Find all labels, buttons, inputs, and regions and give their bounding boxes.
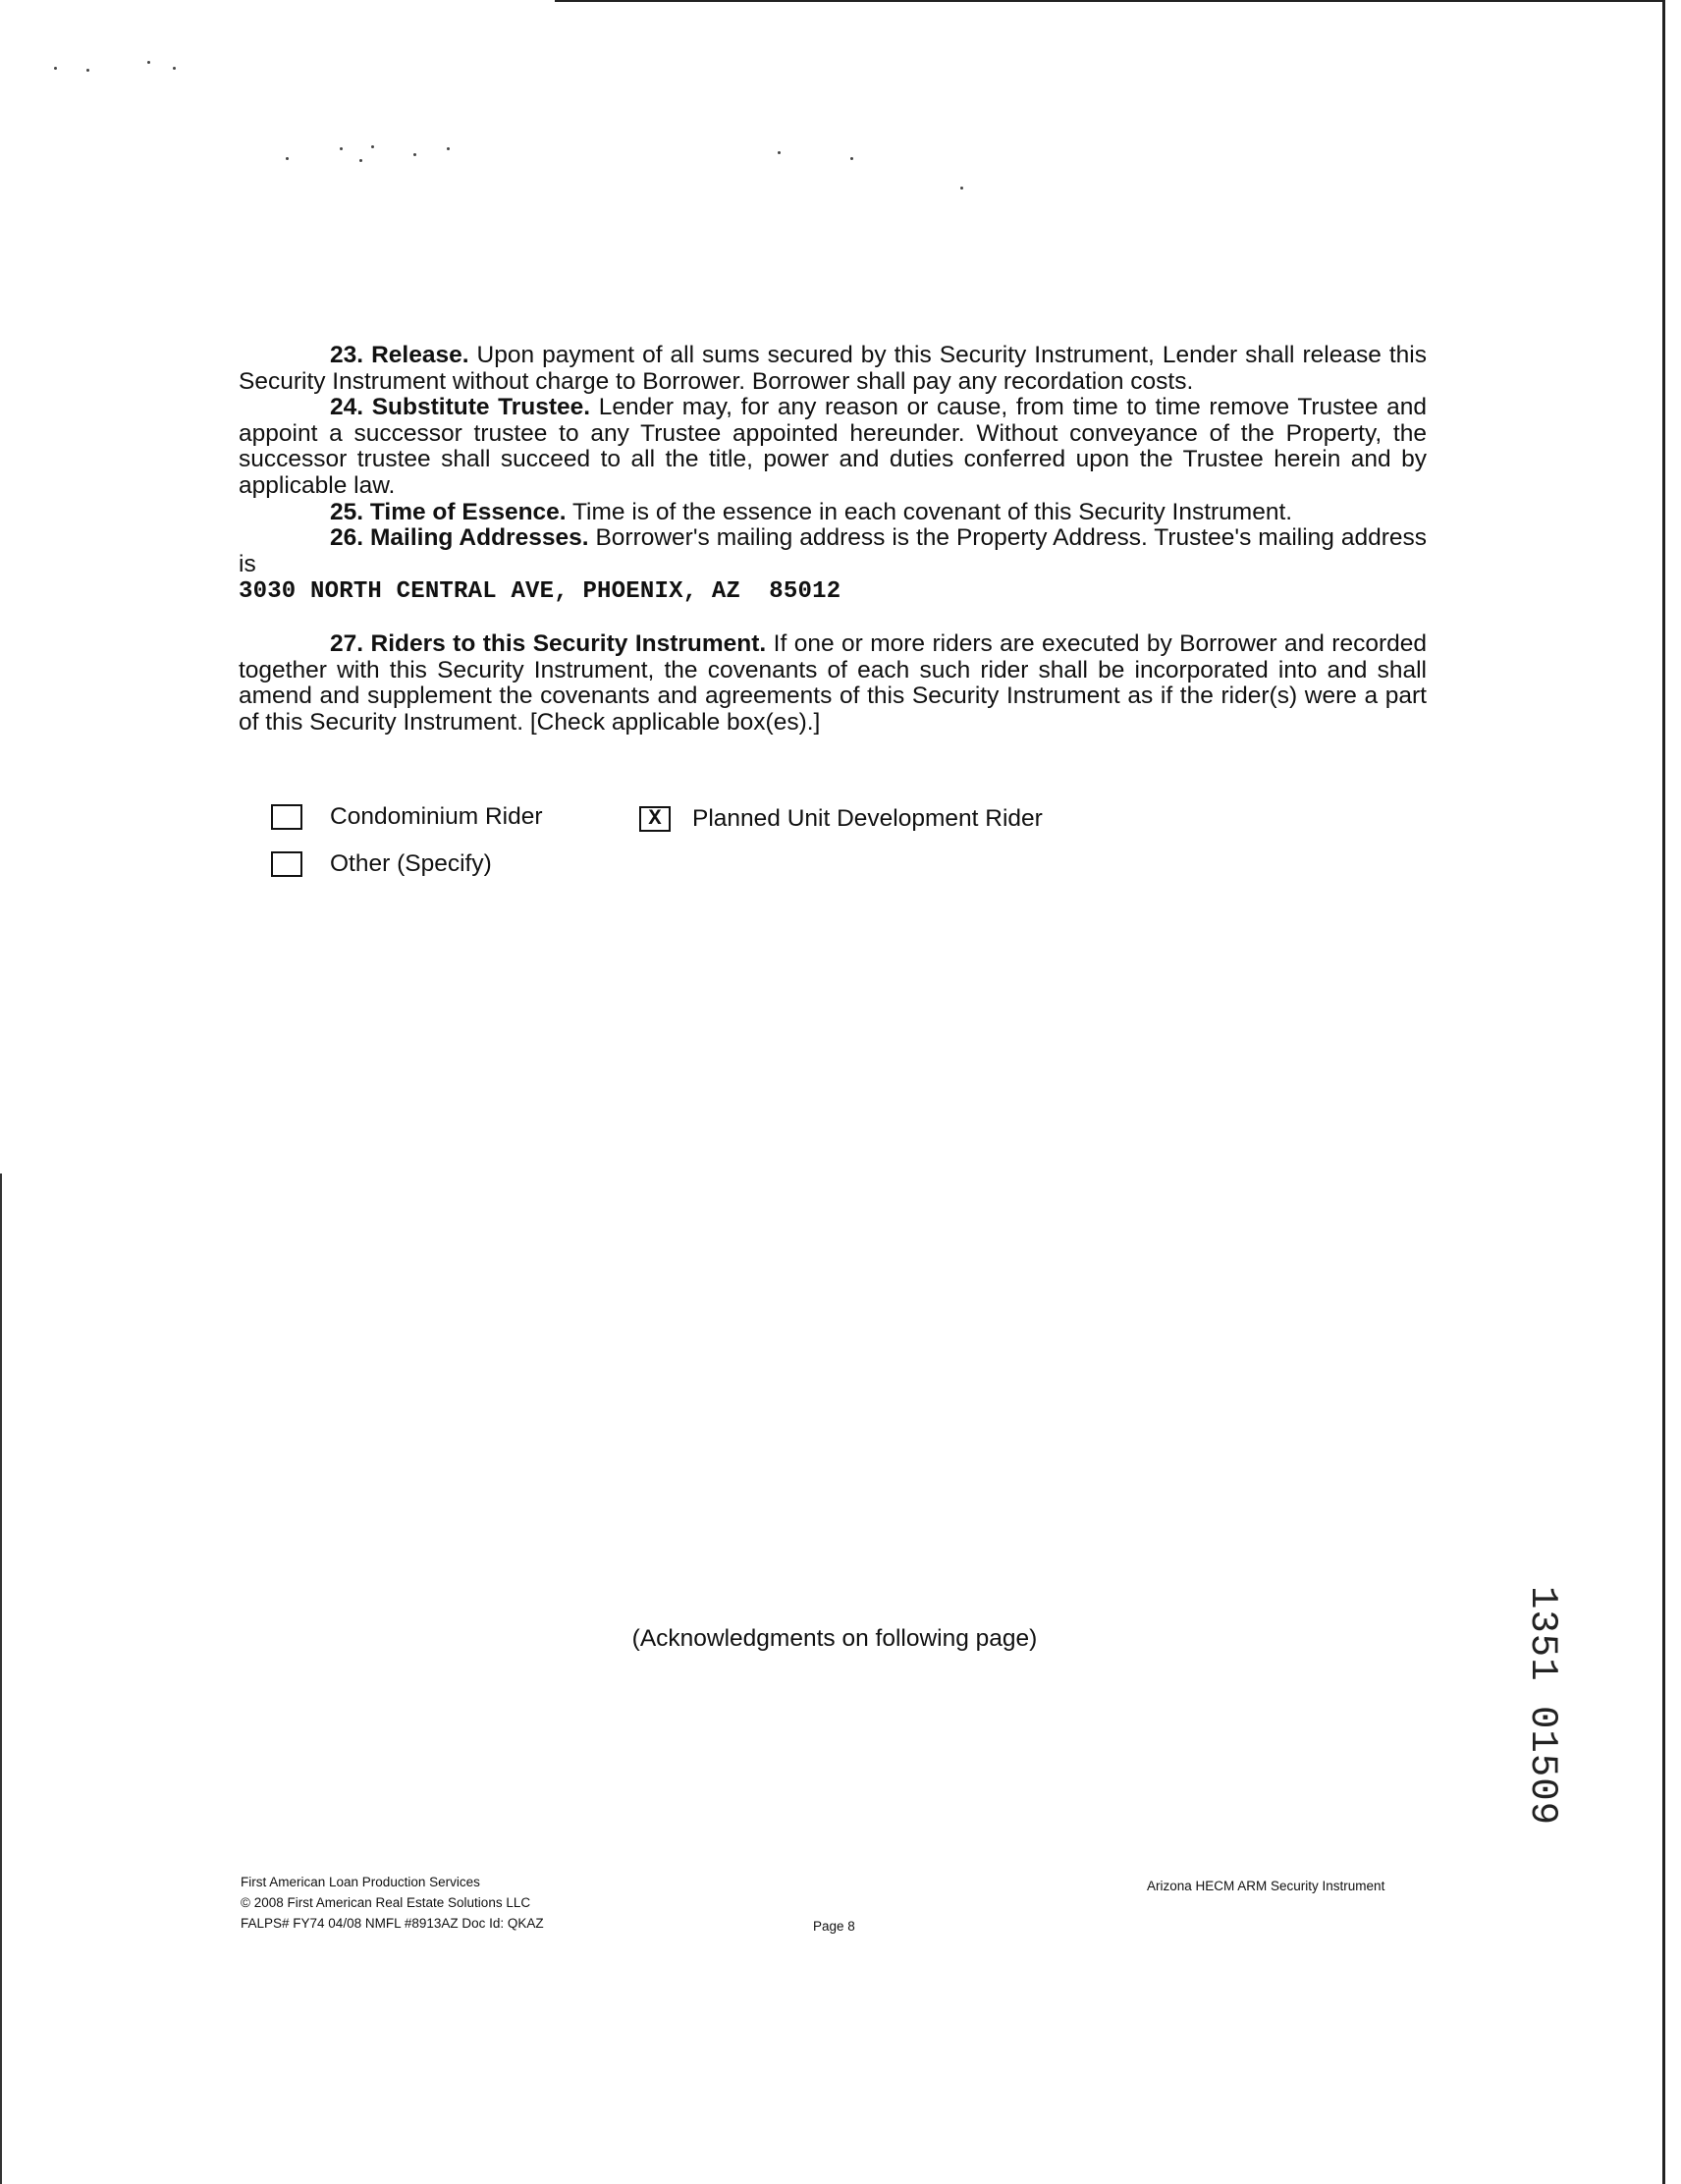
rider-label: Other (Specify) xyxy=(330,850,492,877)
rider-option-planned-unit-development[interactable] xyxy=(639,805,1043,833)
paragraph-heading: Substitute Trustee. xyxy=(371,394,591,421)
paragraph-number: 24. xyxy=(330,394,364,421)
paragraph-heading: Time of Essence. xyxy=(369,498,567,525)
covenants-text xyxy=(239,343,1427,736)
paragraph-text: Lender may, for any reason or cause, from time to time remove Trustee and appoint a successor trustee to any Trustee appointed hereunder. Without conveyance of the Property, the successor trustee shall succeed to all the title, power and duties conferred upon the Trustee herein and by applicable law. xyxy=(239,394,1427,499)
scan-speck xyxy=(173,67,176,70)
scan-speck xyxy=(286,157,289,160)
page-number: Page 8 xyxy=(813,1919,855,1934)
footer-line: © 2008 First American Real Estate Solutions LLC xyxy=(241,1895,531,1910)
scan-speck xyxy=(850,157,853,160)
page-top-border xyxy=(555,0,1664,2)
paragraph-mailing-addresses xyxy=(239,525,1427,577)
paragraph-release xyxy=(239,343,1427,395)
paragraph-riders xyxy=(239,631,1427,736)
margin-recording-stamp: 1351 01509 xyxy=(1521,1586,1564,1827)
paragraph-heading: Release. xyxy=(371,342,469,368)
footer-line: First American Loan Production Services xyxy=(241,1875,480,1889)
scan-speck xyxy=(447,147,450,150)
page-right-border xyxy=(1662,0,1665,2184)
rider-checkbox[interactable] xyxy=(271,851,302,877)
paragraph-number: 26. xyxy=(330,524,364,552)
paragraph-text: Borrower's mailing address is the Property Address. Trustee's mailing address is xyxy=(239,524,1427,577)
trustee-address: 3030 NORTH CENTRAL AVE, PHOENIX, AZ 85012 xyxy=(239,578,841,606)
paragraph-text: Upon payment of all sums secured by this Security Instrument, Lender shall release this Security Instrument without charge to Borrower. Borrower shall pay any recordation costs. xyxy=(239,342,1427,395)
paragraph-number: 25. xyxy=(330,498,364,525)
scan-speck xyxy=(413,153,416,156)
paragraph-time-of-essence xyxy=(239,500,1427,526)
form-title: Arizona HECM ARM Security Instrument xyxy=(1147,1879,1385,1893)
scan-speck xyxy=(359,159,362,162)
paragraph-text: If one or more riders are executed by Borrower and recorded together with this Security Instrument, the covenants of each such rider shall be incorporated into and shall amend and supplement the covenants and agreements of this Security Instrument as if the rider(s) were a part of this Security Instrument. [Check applicable box(es).] xyxy=(239,629,1427,736)
scan-speck xyxy=(54,67,57,70)
rider-label: Condominium Rider xyxy=(330,803,543,830)
paragraph-text: Time is of the essence in each covenant of this Security Instrument. xyxy=(571,498,1293,525)
paragraph-number: 27. xyxy=(330,629,364,657)
scan-speck xyxy=(86,69,89,72)
footer-line: FALPS# FY74 04/08 NMFL #8913AZ Doc Id: QKAZ xyxy=(241,1916,544,1931)
scan-edge-mark xyxy=(0,1174,2,2184)
footer-publisher xyxy=(241,1872,544,1934)
acknowledgments-note: (Acknowledgments on following page) xyxy=(631,1625,1038,1652)
rider-checkbox[interactable] xyxy=(271,804,302,830)
scan-speck xyxy=(371,145,374,148)
rider-checkbox[interactable]: X xyxy=(639,806,671,832)
rider-label: Planned Unit Development Rider xyxy=(692,805,1043,832)
paragraph-heading: Mailing Addresses. xyxy=(370,524,589,552)
paragraph-substitute-trustee xyxy=(239,395,1427,499)
scan-speck xyxy=(960,187,963,190)
rider-option-other[interactable] xyxy=(271,850,492,878)
scan-speck xyxy=(147,61,150,64)
paragraph-heading: Riders to this Security Instrument. xyxy=(370,629,767,657)
rider-option-condominium[interactable] xyxy=(271,803,543,831)
scan-speck xyxy=(340,147,343,150)
paragraph-number: 23. xyxy=(330,342,364,368)
scan-speck xyxy=(778,151,781,154)
